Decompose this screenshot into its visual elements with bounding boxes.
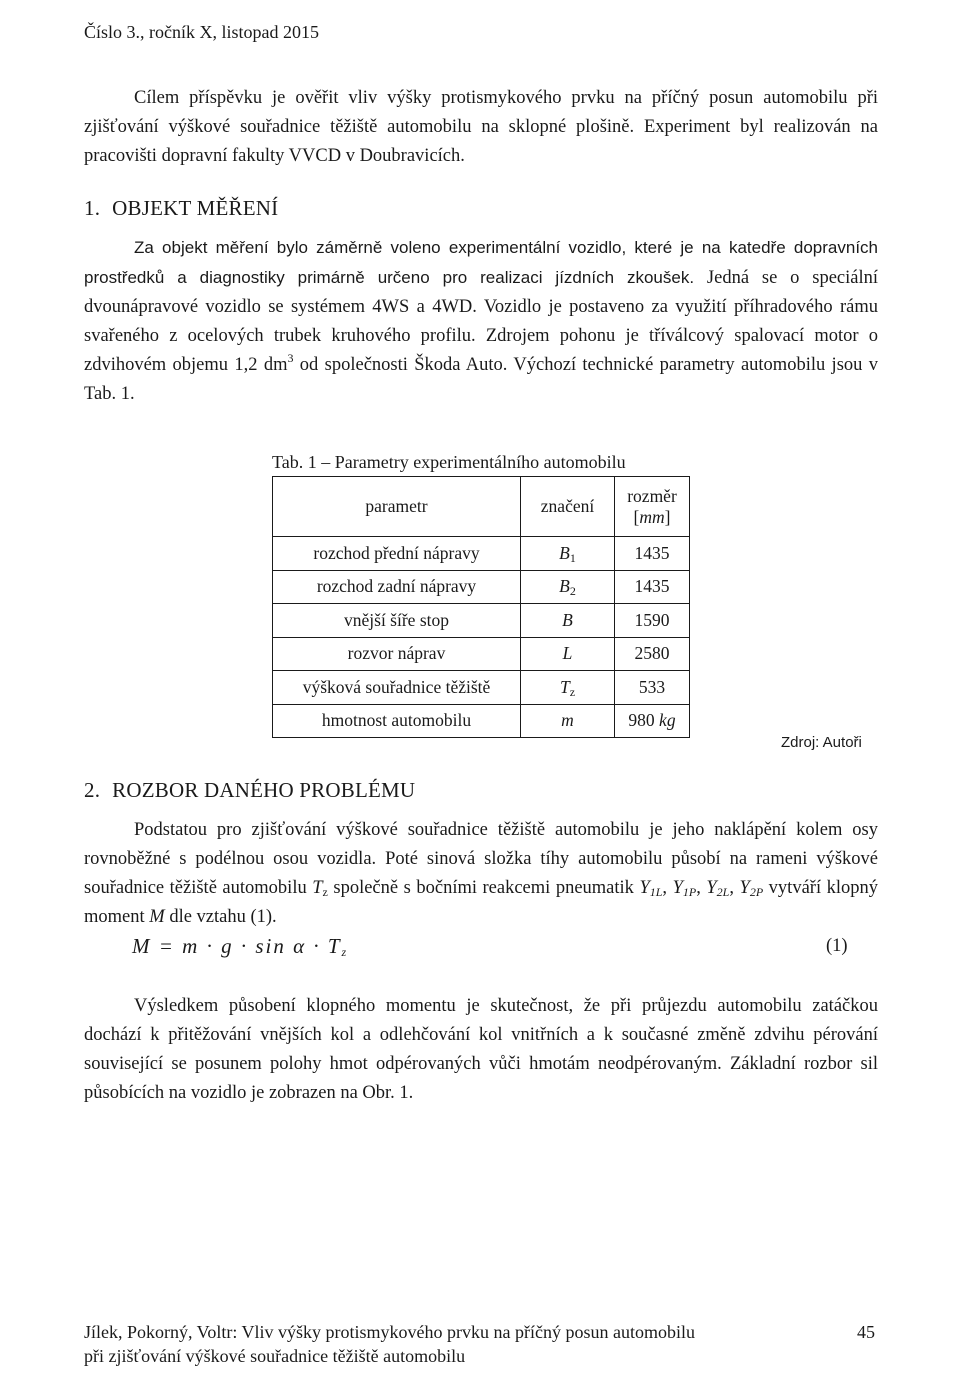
table-header-row: [273, 477, 690, 537]
row-param: hmotnost automobilu: [273, 704, 521, 738]
section-2-paragraph-2: Výsledkem působení klopného momentu je skutečnost, že při průjezdu automobilu zatáčkou dochází k přitěžování vnějších kol a odlehčování kol vnitřních a k současné změně zdvihu pérování související se posunem polohy hmot odpérovaných vůči hmotám neodpérovaným. Základní rozbor sil působících na vozidlo je zobrazen na Obr. 1.: [84, 996, 878, 1103]
table-row: [273, 570, 690, 604]
section-1-text-c: od společnosti Škoda Auto. Výchozí technické parametry automobilu jsou v Tab. 1.: [84, 355, 878, 404]
row-param: rozvor náprav: [273, 637, 521, 671]
footer-line-2: při zjišťování výškové souřadnice těžiště automobilu: [84, 1346, 466, 1366]
row-value: 1435: [615, 570, 690, 604]
section-1-title: OBJEKT MĚŘENÍ: [112, 196, 279, 220]
table-row: [273, 537, 690, 571]
section-1-number: 1.: [84, 196, 101, 220]
page-header: Číslo 3., ročník X, listopad 2015: [84, 22, 319, 42]
parameters-table: [272, 476, 690, 738]
row-value: 1590: [615, 604, 690, 638]
footer-line-1: Jílek, Pokorný, Voltr: Vliv výšky protismykového prvku na příčný posun automobilu: [84, 1322, 695, 1342]
row-symbol: m: [521, 704, 615, 738]
header-dimension-unit: [mm]: [633, 506, 671, 527]
page-number: 45: [857, 1322, 875, 1342]
row-symbol: L: [521, 637, 615, 671]
page-footer: [84, 1320, 880, 1368]
section-1-paragraph: [84, 233, 878, 409]
row-symbol: $B_1$: [521, 537, 615, 571]
cubic-superscript: 3: [287, 351, 294, 365]
row-value: 533: [615, 671, 690, 705]
section-2-paragraph-1: Podstatou pro zjišťování výškové souřadnice těžiště automobilu je jeho naklápění kolem osy rovnoběžné s podélnou osou vozidla. Poté sinová složka tíhy automobilu působí na rameni výškové souřadnice těžiště automobilu $T_z$ společně s bočními reakcemi pneumatik $Y_{1L}$, $Y_{1P}$, $Y_{2L}$, $Y_{2P}$ vytváří klopný moment M dle vztahu (1).: [84, 820, 878, 927]
row-symbol: B: [521, 604, 615, 638]
section-1-text-b: Jedná se o speciální dvounápravové vozidlo se systémem 4WS a 4WD. Vozidlo je postaveno za využití příhradového rámu svařeného z ocelových trubek kruhového profilu. Zdrojem pohonu je tříválcový spalovací motor o zdvihovém objemu 1,2 dm: [84, 268, 879, 375]
header-dimension: [615, 477, 690, 537]
row-param: výšková souřadnice těžiště: [273, 671, 521, 705]
equation-1: $M = m \cdot g \cdot \sin \alpha \cdot T_z$: [132, 934, 349, 959]
row-symbol: $B_2$: [521, 570, 615, 604]
row-value: 980 kg: [615, 704, 690, 738]
equation-number: (1): [826, 936, 848, 956]
table-caption: Tab. 1 – Parametry experimentálního automobilu: [272, 452, 626, 472]
table-row: [273, 704, 690, 738]
table-row: [273, 604, 690, 638]
header-param: parametr: [273, 477, 521, 537]
row-param: vnější šíře stop: [273, 604, 521, 638]
intro-paragraph: Cílem příspěvku je ověřit vliv výšky protismykového prvku na příčný posun automobilu při zjišťování výškové souřadnice těžiště automobilu na sklopné plošině. Experiment byl realizován na pracovišti dopravní fakulty VVCD v Doubravicích.: [84, 88, 878, 166]
table-source: Zdroj: Autoři: [781, 734, 862, 751]
section-2-number: 2.: [84, 778, 101, 802]
row-value: 2580: [615, 637, 690, 671]
section-2-title: ROZBOR DANÉHO PROBLÉMU: [112, 778, 416, 802]
table-row: [273, 671, 690, 705]
header-symbol: značení: [521, 477, 615, 537]
header-dimension-line1: rozměr: [627, 485, 677, 506]
section-1-text-a: Za objekt měření bylo záměrně voleno experimentální vozidlo, které je na katedře dopravních prostředků a diagnostiky primárně určeno pro realizaci jízdních zkoušek.: [84, 238, 878, 287]
section-1-heading: [84, 194, 278, 222]
row-value: 1435: [615, 537, 690, 571]
row-param: rozchod zadní nápravy: [273, 570, 521, 604]
table-row: [273, 637, 690, 671]
row-symbol: $T_z$: [521, 671, 615, 705]
section-2-heading: [84, 776, 415, 804]
row-param: rozchod přední nápravy: [273, 537, 521, 571]
